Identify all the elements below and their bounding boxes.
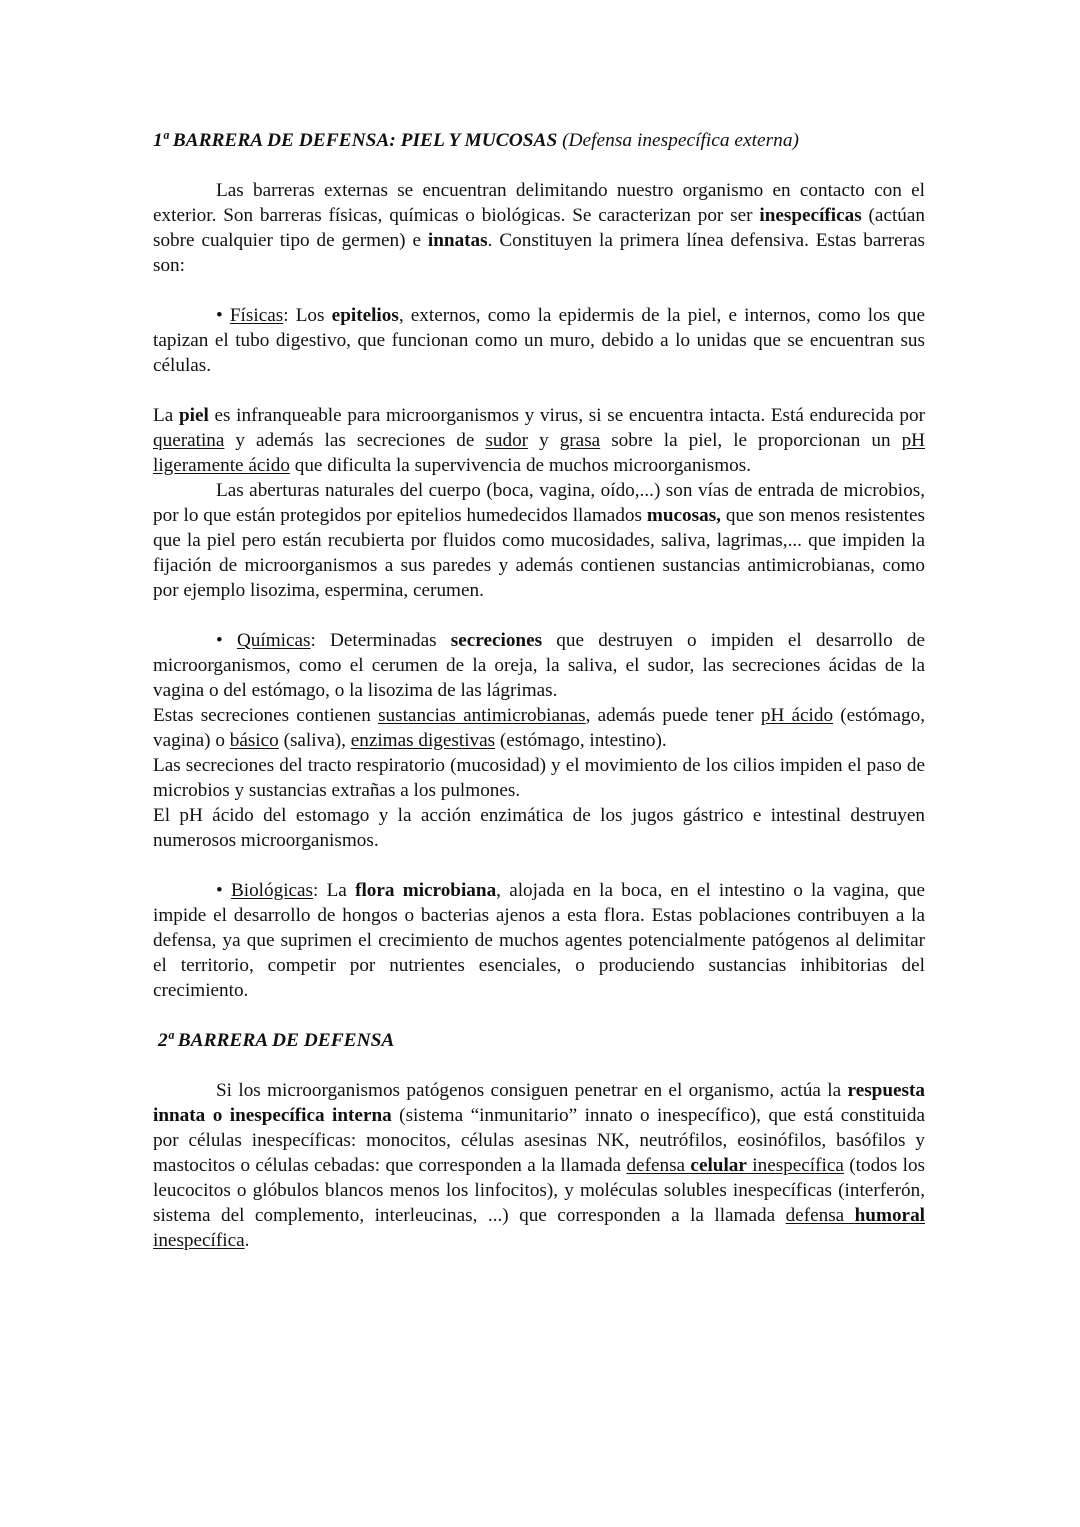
bold-term: celular xyxy=(690,1155,747,1176)
text-run: inespecífica xyxy=(746,1155,844,1176)
quimicas-label: Químicas xyxy=(236,630,311,651)
text-run: (todos los leucocitos o glóbulos blancos menos los linfocitos), y moléculas solubles inespecíficas (interferón, sistema del complemento, interleucinas, ...) que corresponden a la llamada xyxy=(153,1155,925,1226)
underlined-term: sudor xyxy=(485,430,529,451)
text-run: inespecífica xyxy=(153,1230,245,1251)
fisicas-paragraph xyxy=(153,303,925,378)
section2-paragraph xyxy=(153,1078,925,1253)
bold-term: flora microbiana xyxy=(355,880,497,901)
bold-term: innatas xyxy=(427,230,488,251)
text-run: (sistema “inmunitario” innato o inespecífico), que está constituida por células inespecíficas: monocitos, células asesinas NK, neutrófilos, eosinófilos, basófilos y mastocitos o células cebadas: que corresponden a la llamada xyxy=(153,1105,925,1176)
ph-estomago-paragraph: El pH ácido del estomago y la acción enzimática de los jugos gástrico e intestinal destruyen numerosos microorganismos. xyxy=(153,805,925,851)
bold-term: piel xyxy=(178,405,209,426)
text-run: que dificulta la supervivencia de muchos microorganismos. xyxy=(289,455,752,476)
text-run: y además las secreciones de xyxy=(224,430,486,451)
bold-term: humoral xyxy=(854,1205,926,1226)
text-run: defensa xyxy=(785,1205,855,1226)
text-run: (estómago, intestino). xyxy=(495,730,667,751)
bold-term: secreciones xyxy=(450,630,543,651)
text-run: (actúan sobre cualquier tipo de germen) e xyxy=(153,205,925,251)
text-run: sobre la piel, le proporcionan un xyxy=(600,430,902,451)
text-run: Las barreras externas se encuentran delimitando nuestro organismo en contacto con el exterior. Son barreras físicas, químicas o biológicas. Se caracterizan por ser xyxy=(153,180,925,226)
secreciones-paragraph xyxy=(153,703,925,753)
text-run: : La xyxy=(313,880,356,901)
document-page xyxy=(153,128,925,1253)
bold-term: epitelios xyxy=(331,305,399,326)
text-run: Las aberturas naturales del cuerpo (boca, vagina, oído,...) son vías de entrada de microbios, por lo que están protegidos por epitelios humedecidos llamados xyxy=(153,480,925,526)
text-run: es infranqueable para microorganismos y virus, si se encuentra intacta. Está endurecida por xyxy=(208,405,925,426)
section2-title: 2ª BARRERA DE DEFENSA xyxy=(158,1030,395,1051)
text-run: , externos, como la epidermis de la piel, e internos, como los que tapizan el tubo digestivo, que funcionan como un muro, debido a lo unidas que se encuentran sus células. xyxy=(153,305,925,376)
section1-heading xyxy=(153,128,925,153)
underlined-term: grasa xyxy=(559,430,601,451)
underlined-term: queratina xyxy=(153,430,225,451)
quimicas-paragraph xyxy=(153,628,925,703)
bold-term: respuesta innata o inespecífica interna xyxy=(153,1080,925,1126)
bullet: • xyxy=(216,630,223,651)
piel-paragraph xyxy=(153,403,925,478)
bold-term: mucosas, xyxy=(646,505,721,526)
text-run: . Constituyen la primera línea defensiva. Estas barreras son: xyxy=(153,230,926,276)
text-run: : Determinadas xyxy=(310,630,451,651)
underlined-term: pH ligeramente ácido xyxy=(153,430,926,476)
text-run: , alojada en la boca, en el intestino o la vagina, que impide el desarrollo de hongos o bacterias ajenos a esta flora. Estas poblaciones contribuyen a la defensa, ya que suprimen el crecimiento de muchos agentes potencialmente patógenos al delimitar el territorio, competir por nutrientes esenciales, o produciendo sustancias inhibitorias del crecimiento. xyxy=(153,880,925,1001)
underlined-term xyxy=(626,1155,843,1176)
fisicas-label: Físicas xyxy=(229,305,284,326)
text-run: defensa xyxy=(626,1155,691,1176)
aberturas-paragraph xyxy=(153,478,925,603)
text-run: Estas secreciones contienen xyxy=(153,705,379,726)
section1-subtitle: (Defensa inespecífica externa) xyxy=(562,130,799,151)
biologicas-label: Biológicas xyxy=(230,880,314,901)
text-run: La xyxy=(153,405,179,426)
text-run: . xyxy=(244,1230,250,1251)
text-run: , además puede tener xyxy=(585,705,761,726)
underlined-term: sustancias antimicrobianas xyxy=(378,705,586,726)
text-run: que destruyen o impiden el desarrollo de microorganismos, como el cerumen de la oreja, la saliva, el sudor, las secreciones ácidas de la vagina o del estómago, o la lisozima de las lágrimas. xyxy=(153,630,925,701)
text-run: y xyxy=(528,430,560,451)
underlined-term: pH ácido xyxy=(760,705,834,726)
intro-paragraph xyxy=(153,178,925,278)
text-run: Si los microorganismos patógenos consiguen penetrar en el organismo, actúa la xyxy=(216,1080,848,1101)
bullet: • xyxy=(216,880,223,901)
text-run: que son menos resistentes que la piel pero están recubierta por fluidos como mucosidades, saliva, lagrimas,... que impiden la fijación de microorganismos a sus paredes y además contienen sustancias antimicrobianas, como por ejemplo lisozima, espermina, cerumen. xyxy=(153,505,925,601)
text-run: : Los xyxy=(283,305,332,326)
bullet: • xyxy=(216,305,223,326)
text-run: (estómago, vagina) o xyxy=(153,705,925,751)
respiratorio-paragraph: Las secreciones del tracto respiratorio (mucosidad) y el movimiento de los cilios impiden el paso de microbios y sustancias extrañas a los pulmones. xyxy=(153,755,925,801)
bold-term: inespecíficas xyxy=(759,205,862,226)
underlined-term: enzimas digestivas xyxy=(350,730,496,751)
underlined-term: básico xyxy=(229,730,279,751)
text-run: (saliva), xyxy=(278,730,351,751)
biologicas-paragraph xyxy=(153,878,925,1003)
section1-title: 1ª BARRERA DE DEFENSA: PIEL Y MUCOSAS xyxy=(153,130,558,151)
